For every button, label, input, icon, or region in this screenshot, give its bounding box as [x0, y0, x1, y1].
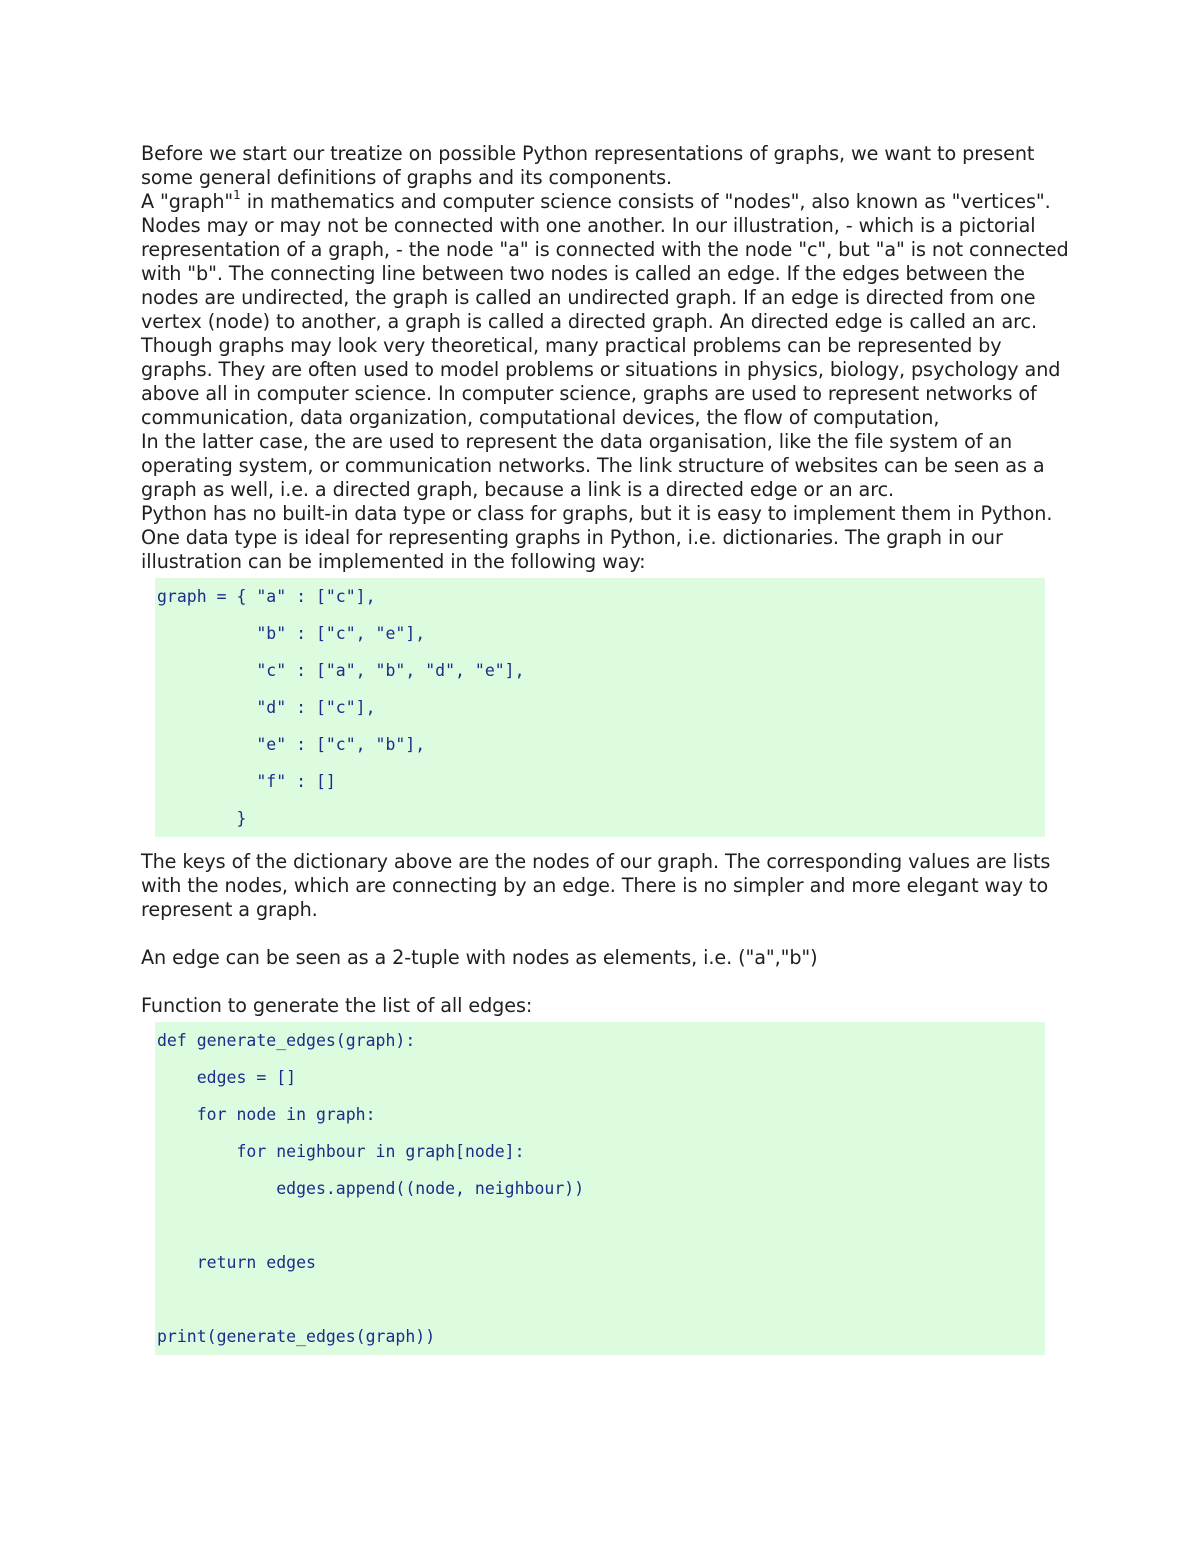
paragraph-intro: Before we start our treatize on possible Python representations of graphs, we want to present some general definitions of graphs and its components. [141, 142, 1035, 189]
code-block-generate-edges [155, 1022, 1045, 1355]
code-line: for node in graph: [157, 1105, 376, 1124]
document-page [141, 142, 1071, 1355]
code-line: for neighbour in graph[node]: [157, 1142, 525, 1161]
paragraph-function-intro: Function to generate the list of all edges: [141, 994, 533, 1017]
paragraph-python-dictionaries: Python has no built-in data type or class for graphs, but it is easy to implement them in Python. One data type is ideal for representing graphs in Python, i.e. dictionaries. The graph in our illustration can be implemented in the following way: [141, 502, 1053, 573]
code-line: print(generate_edges(graph)) [157, 1327, 436, 1346]
code-line: "c" : ["a", "b", "d", "e"], [157, 661, 525, 680]
code-line: "f" : [] [157, 772, 336, 791]
code-line: "b" : ["c", "e"], [157, 624, 426, 643]
code-line: "e" : ["c", "b"], [157, 735, 426, 754]
graph-definition-body: in mathematics and computer science consists of "nodes", also known as "vertices". Nodes may or may not be connected with one another. In our illustration, - which is a pictorial representation of a graph, - the node "a" is connected with the node "c", but "a" is not connected with "b". The connecting line between two nodes is called an edge. If the edges between the nodes are undirected, the graph is called an undirected graph. If an edge is directed from one vertex (node) to another, a graph is called a directed graph. An directed edge is called an arc. [141, 190, 1069, 333]
code-block-graph-dict [155, 578, 1045, 837]
paragraph-practical-problems: Though graphs may look very theoretical, many practical problems can be represented by graphs. They are often used to model problems or situations in physics, biology, psychology and above all in computer science. In computer science, graphs are used to represent networks of communication, data organization, computational devices, the flow of computation, [141, 334, 1061, 429]
code-line: edges.append((node, neighbour)) [157, 1179, 585, 1198]
code-line: } [157, 809, 247, 828]
code-line [157, 1281, 1045, 1318]
graph-definition-lead: A "graph" [141, 190, 234, 213]
code-line: edges = [] [157, 1068, 297, 1087]
code-line: def generate_edges(graph): [157, 1031, 416, 1050]
paragraph-edge-tuple: An edge can be seen as a 2-tuple with nodes as elements, i.e. ("a","b") [141, 946, 818, 969]
code-line: graph = { "a" : ["c"], [157, 587, 376, 606]
code-line [157, 1207, 1045, 1244]
footnote-marker: 1 [233, 188, 241, 202]
paragraph-data-organisation: In the latter case, the are used to represent the data organisation, like the file system of an operating system, or communication networks. The link structure of websites can be seen as a graph as well, i.e. a directed graph, because a link is a directed edge or an arc. [141, 430, 1045, 501]
code-line: return edges [157, 1253, 316, 1272]
paragraph-dictionary-keys: The keys of the dictionary above are the nodes of our graph. The corresponding values are lists with the nodes, which are connecting by an edge. There is no simpler and more elegant way to represent a graph. [141, 850, 1051, 921]
code-line: "d" : ["c"], [157, 698, 376, 717]
paragraph-graph-definition [141, 190, 1071, 334]
